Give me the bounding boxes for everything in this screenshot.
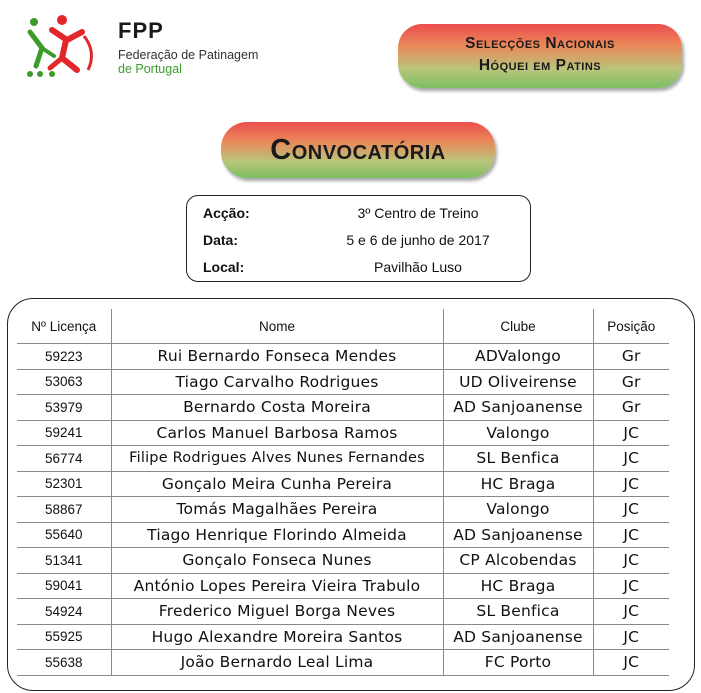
position-cell: Gr bbox=[593, 395, 669, 421]
table-row bbox=[17, 446, 669, 472]
table-header-row bbox=[17, 309, 669, 344]
club-cell: HC Braga bbox=[443, 573, 593, 599]
position-cell: JC bbox=[593, 599, 669, 625]
column-header-licenca: Nº Licença bbox=[31, 318, 97, 334]
name-cell: António Lopes Pereira Vieira Trabulo bbox=[111, 573, 443, 599]
table-row bbox=[17, 650, 669, 676]
licence-cell: 55925 bbox=[17, 624, 111, 650]
table-row bbox=[17, 599, 669, 625]
name-cell: Frederico Miguel Borga Neves bbox=[111, 599, 443, 625]
local-label: Local: bbox=[203, 259, 245, 275]
table-row bbox=[17, 395, 669, 421]
name-cell: Tomás Magalhães Pereira bbox=[111, 497, 443, 523]
position-cell: JC bbox=[593, 548, 669, 574]
logo-abbreviation: FPP bbox=[118, 18, 164, 43]
name-cell: Rui Bernardo Fonseca Mendes bbox=[111, 344, 443, 370]
column-header-clube: Clube bbox=[443, 309, 593, 344]
column-header-nome: Nome bbox=[111, 309, 443, 344]
banner-line-1: Selecções Nacionais bbox=[465, 35, 615, 52]
name-cell: João Bernardo Leal Lima bbox=[111, 650, 443, 676]
club-cell: ADValongo bbox=[443, 344, 593, 370]
position-cell: JC bbox=[593, 573, 669, 599]
position-cell: JC bbox=[593, 522, 669, 548]
licence-cell: 53063 bbox=[17, 369, 111, 395]
data-value: 5 e 6 de junho de 2017 bbox=[346, 232, 490, 248]
club-cell: UD Oliveirense bbox=[443, 369, 593, 395]
name-cell: Gonçalo Meira Cunha Pereira bbox=[111, 471, 443, 497]
data-row bbox=[203, 232, 523, 252]
position-cell: JC bbox=[593, 471, 669, 497]
position-cell: JC bbox=[593, 497, 669, 523]
club-cell: HC Braga bbox=[443, 471, 593, 497]
table-row bbox=[17, 522, 669, 548]
logo-country: de Portugal bbox=[118, 62, 182, 76]
name-cell: Gonçalo Fonseca Nunes bbox=[111, 548, 443, 574]
position-cell: Gr bbox=[593, 344, 669, 370]
national-teams-banner bbox=[398, 24, 682, 88]
local-value: Pavilhão Luso bbox=[374, 259, 462, 275]
accao-value: 3º Centro de Treino bbox=[357, 205, 479, 221]
licence-cell: 55638 bbox=[17, 650, 111, 676]
name-cell: Tiago Carvalho Rodrigues bbox=[111, 369, 443, 395]
licence-cell: 58867 bbox=[17, 497, 111, 523]
club-cell: CP Alcobendas bbox=[443, 548, 593, 574]
logo-federation-name: Federação de Patinagem bbox=[118, 48, 259, 62]
name-cell: Tiago Henrique Florindo Almeida bbox=[111, 522, 443, 548]
column-header-posicao: Posição bbox=[593, 309, 669, 344]
club-cell: FC Porto bbox=[443, 650, 593, 676]
page-title: Convocatória bbox=[221, 122, 495, 178]
position-cell: Gr bbox=[593, 369, 669, 395]
table-row bbox=[17, 420, 669, 446]
position-cell: JC bbox=[593, 624, 669, 650]
players-table bbox=[17, 309, 669, 676]
name-cell: Hugo Alexandre Moreira Santos bbox=[111, 624, 443, 650]
club-cell: Valongo bbox=[443, 497, 593, 523]
local-row bbox=[203, 259, 523, 279]
position-cell: JC bbox=[593, 420, 669, 446]
licence-cell: 51341 bbox=[17, 548, 111, 574]
table-row bbox=[17, 344, 669, 370]
table-row bbox=[17, 573, 669, 599]
table-row bbox=[17, 369, 669, 395]
skater-logo-icon bbox=[22, 10, 102, 80]
event-info-box bbox=[186, 195, 531, 282]
licence-cell: 54924 bbox=[17, 599, 111, 625]
club-cell: SL Benfica bbox=[443, 446, 593, 472]
club-cell: AD Sanjoanense bbox=[443, 624, 593, 650]
licence-cell: 59241 bbox=[17, 420, 111, 446]
position-cell: JC bbox=[593, 650, 669, 676]
position-cell: JC bbox=[593, 446, 669, 472]
table-row bbox=[17, 548, 669, 574]
club-cell: SL Benfica bbox=[443, 599, 593, 625]
table-row bbox=[17, 497, 669, 523]
table-row bbox=[17, 624, 669, 650]
fpp-logo bbox=[22, 10, 262, 82]
licence-cell: 59223 bbox=[17, 344, 111, 370]
club-cell: Valongo bbox=[443, 420, 593, 446]
licence-cell: 55640 bbox=[17, 522, 111, 548]
name-cell: Bernardo Costa Moreira bbox=[111, 395, 443, 421]
club-cell: AD Sanjoanense bbox=[443, 522, 593, 548]
licence-cell: 59041 bbox=[17, 573, 111, 599]
banner-line-2: Hóquei em Patins bbox=[478, 57, 602, 74]
name-cell: Carlos Manuel Barbosa Ramos bbox=[111, 420, 443, 446]
accao-label: Acção: bbox=[203, 205, 250, 221]
licence-cell: 52301 bbox=[17, 471, 111, 497]
table-row bbox=[17, 471, 669, 497]
players-table-frame bbox=[7, 298, 695, 691]
licence-cell: 53979 bbox=[17, 395, 111, 421]
accao-row bbox=[203, 205, 523, 225]
club-cell: AD Sanjoanense bbox=[443, 395, 593, 421]
name-cell: Filipe Rodrigues Alves Nunes Fernandes bbox=[111, 446, 443, 472]
data-label: Data: bbox=[203, 232, 239, 248]
licence-cell: 56774 bbox=[17, 446, 111, 472]
